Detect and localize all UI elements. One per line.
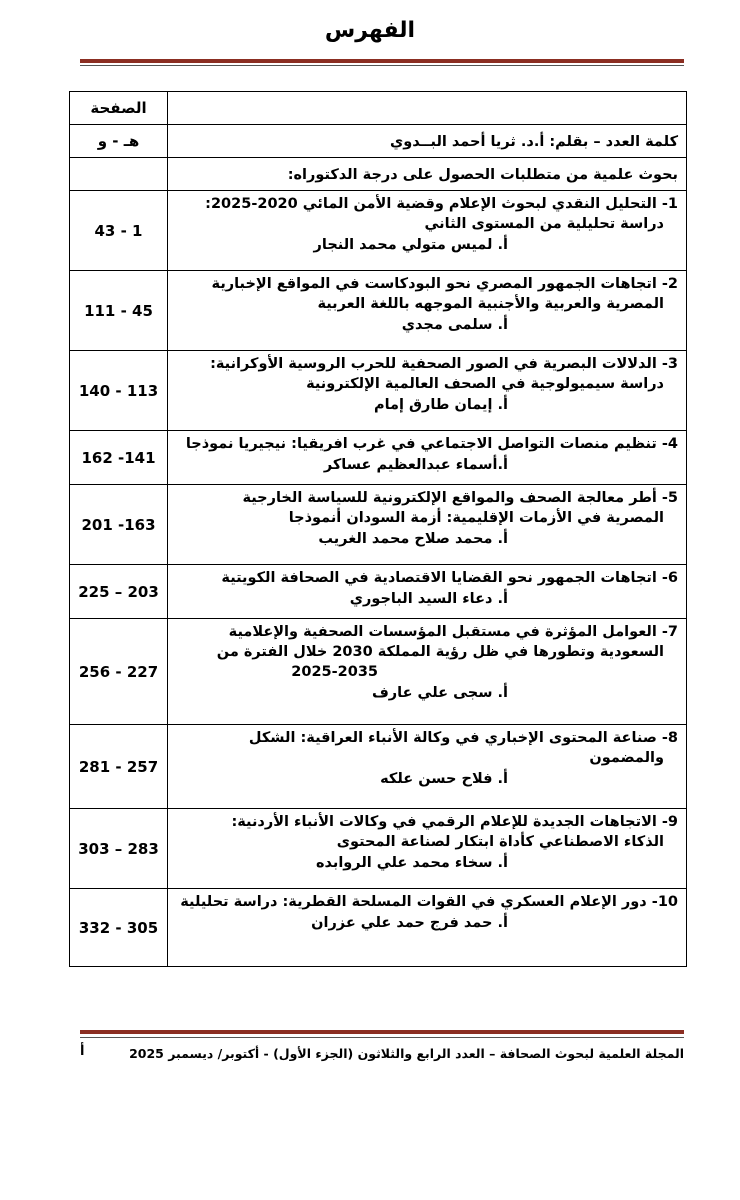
- entry-cell: [168, 431, 687, 485]
- entry-title-cont: دراسة تحليلية من المستوى الثاني: [424, 216, 664, 232]
- table-row: [70, 431, 687, 485]
- entry-title: 10- دور الإعلام العسكري في القوات المسلحة القطرية: دراسة تحليلية: [180, 894, 678, 910]
- entry-title: 2- اتجاهات الجمهور المصري نحو البودكاست في المواقع الإخبارية: [211, 276, 678, 292]
- entry-cell: [168, 725, 687, 809]
- entry-pages: 227 - 256: [70, 619, 168, 725]
- title-divider: [80, 59, 684, 63]
- header-entry-cell: [168, 92, 687, 125]
- entry-title: 4- تنظيم منصات التواصل الاجتماعي في غرب افريقيا: نيجيريا نموذجا: [185, 436, 678, 452]
- table-row: [70, 889, 687, 967]
- section-pages-cell: [70, 158, 168, 191]
- entry-cell: [168, 809, 687, 889]
- entry-title: 8- صناعة المحتوى الإخباري في وكالة الأنباء العراقية: الشكل: [248, 730, 678, 746]
- entry-pages: 45 - 111: [70, 271, 168, 351]
- entry-title: 9- الاتجاهات الجديدة للإعلام الرقمي في وكالات الأنباء الأردنية:: [231, 814, 678, 830]
- table-of-contents: [69, 91, 687, 967]
- footer-page-number: أ: [80, 1044, 85, 1059]
- entry-author: أ. لميس متولي محمد النجار: [313, 237, 508, 253]
- entry-author: أ. محمد صلاح محمد الغريب: [318, 531, 508, 547]
- table-row: [70, 725, 687, 809]
- entry-pages: 257 - 281: [70, 725, 168, 809]
- page-title: الفهرس: [324, 18, 416, 43]
- table-row: [70, 271, 687, 351]
- footer-divider: [80, 1030, 684, 1034]
- footer-journal-info: المجلة العلمية لبحوث الصحافة – العدد الرابع والثلاثون (الجزء الأول) - أكتوبر/ ديسمبر 2025: [129, 1046, 684, 1061]
- entry-title-cont: المصرية في الأزمات الإقليمية: أزمة السودان أنموذجا: [288, 510, 664, 526]
- table-row: [70, 565, 687, 619]
- intro-text: كلمة العدد – بقلم: أ.د. ثريا أحمد البــدوي: [168, 125, 687, 158]
- table-row: [70, 191, 687, 271]
- table-header-row: [70, 92, 687, 125]
- entry-pages: 163- 201: [70, 485, 168, 565]
- entry-pages: 283 – 303: [70, 809, 168, 889]
- entry-title-cont-2: 2025-2035: [291, 664, 378, 680]
- entry-cell: [168, 565, 687, 619]
- intro-row: [70, 125, 687, 158]
- entry-cell: [168, 485, 687, 565]
- entry-title-cont: والمضمون: [589, 750, 664, 766]
- entry-title-cont: دراسة سيميولوجية في الصحف العالمية الإلكترونية: [306, 376, 664, 392]
- intro-pages: هـ - و: [70, 125, 168, 158]
- entry-title-cont: السعودية وتطورها في ظل رؤية المملكة 2030 خلال الفترة من: [216, 644, 664, 660]
- table-row: [70, 351, 687, 431]
- footer-divider-thin: [80, 1037, 684, 1038]
- entry-author: أ. فلاح حسن علكه: [380, 771, 508, 787]
- table-row: [70, 809, 687, 889]
- table-row: [70, 619, 687, 725]
- entry-cell: [168, 271, 687, 351]
- entry-title: 7- العوامل المؤثرة في مستقبل المؤسسات الصحفية والإعلامية: [228, 624, 678, 640]
- entry-title: 5- أطر معالجة الصحف والمواقع الإلكترونية للسياسة الخارجية: [242, 490, 678, 506]
- entry-cell: [168, 619, 687, 725]
- entry-title: 6- اتجاهات الجمهور نحو القضايا الاقتصادية في الصحافة الكويتية: [221, 570, 678, 586]
- entry-title: 3- الدلالات البصرية في الصور الصحفية للحرب الروسية الأوكرانية:: [210, 356, 678, 372]
- entry-author: أ.أسماء عبدالعظيم عساكر: [323, 457, 508, 473]
- table-row: [70, 485, 687, 565]
- entry-pages: 1 - 43: [70, 191, 168, 271]
- entry-author: أ. دعاء السيد الباجوري: [349, 591, 508, 607]
- entry-pages: 141- 162: [70, 431, 168, 485]
- entry-title-cont: الذكاء الاصطناعي كأداة ابتكار لصناعة المحتوى: [336, 834, 664, 850]
- entry-pages: 305 - 332: [70, 889, 168, 967]
- entry-author: أ. سخاء محمد علي الروابده: [315, 855, 508, 871]
- entry-cell: [168, 889, 687, 967]
- section-heading: بحوث علمية من متطلبات الحصول على درجة الدكتوراه:: [168, 158, 687, 191]
- entry-author: أ. إيمان طارق إمام: [373, 397, 508, 413]
- entry-cell: [168, 191, 687, 271]
- entry-title-cont: المصرية والعربية والأجنبية الموجهه باللغة العربية: [317, 296, 664, 312]
- entry-pages: 203 – 225: [70, 565, 168, 619]
- entry-author: أ. سلمى مجدي: [401, 317, 508, 333]
- section-row: [70, 158, 687, 191]
- entry-cell: [168, 351, 687, 431]
- entry-title: 1- التحليل النقدي لبحوث الإعلام وقضية الأمن المائي 2020-2025:: [205, 196, 678, 212]
- entry-pages: 113 - 140: [70, 351, 168, 431]
- entry-author: أ. حمد فرج حمد علي عزران: [311, 915, 508, 931]
- title-divider-thin: [80, 65, 684, 66]
- pages-header: الصفحة: [70, 92, 168, 125]
- entry-author: أ. سجى علي عارف: [371, 685, 508, 701]
